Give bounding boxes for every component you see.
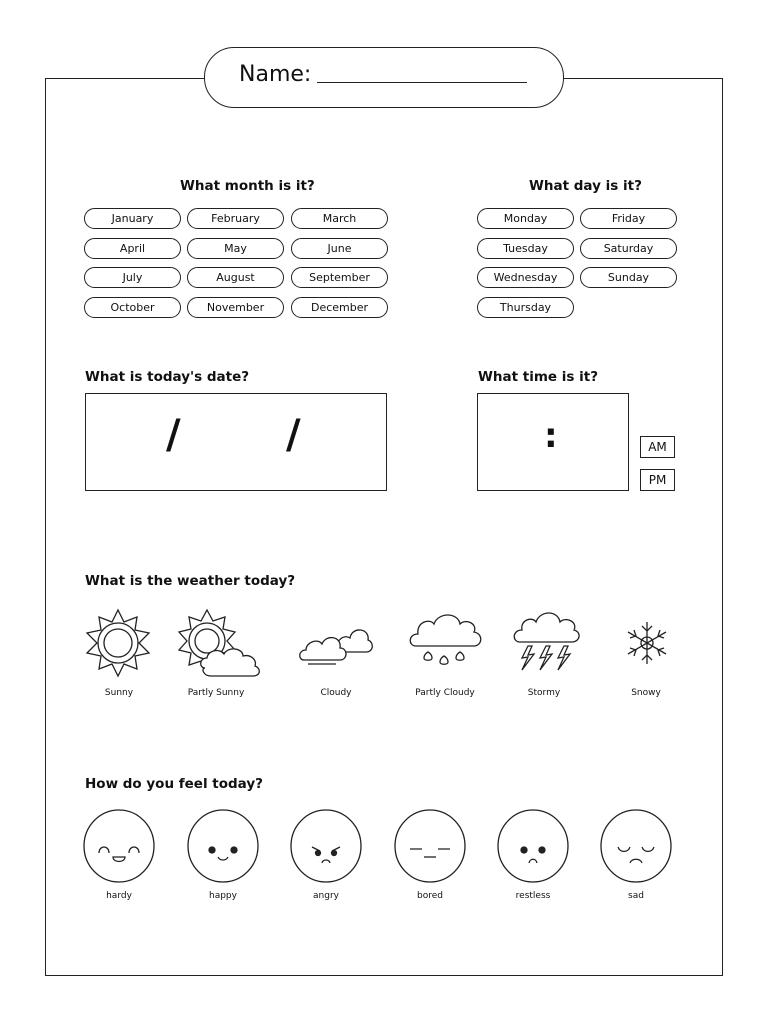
feeling-option-restless[interactable] [497,809,569,883]
feeling-option-sad[interactable] [600,809,672,883]
weather-option-sunny[interactable] [83,608,153,678]
month-option[interactable]: March [291,208,388,229]
day-option[interactable]: Wednesday [477,267,574,288]
date-question: What is today's date? [85,369,250,385]
month-option[interactable]: January [84,208,181,229]
feeling-option-angry[interactable] [290,809,362,883]
month-option[interactable]: June [291,238,388,259]
weather-label: Stormy [527,688,561,698]
day-option[interactable]: Tuesday [477,238,574,259]
month-option[interactable]: May [187,238,284,259]
month-option[interactable]: July [84,267,181,288]
am-option[interactable]: AM [640,436,675,458]
cloudy-icon [298,620,374,670]
sun-icon [83,608,153,678]
name-header [204,47,564,108]
month-option[interactable]: August [187,267,284,288]
weather-option-stormy[interactable] [512,610,580,676]
weather-option-partly-cloudy[interactable] [406,610,484,674]
feeling-label: angry [313,891,339,901]
storm-cloud-icon [512,610,580,676]
month-option[interactable]: February [187,208,284,229]
date-separator: / [166,412,181,458]
feelings-question: How do you feel today? [85,776,263,792]
weather-label: Snowy [631,688,661,698]
feeling-option-hardy[interactable] [83,809,155,883]
pm-option[interactable]: PM [640,469,675,491]
weather-label: Sunny [104,688,134,698]
rain-cloud-icon [406,610,484,674]
feeling-label: hardy [106,891,132,901]
weather-question: What is the weather today? [85,573,296,589]
feeling-label: sad [628,891,644,901]
time-separator: : [544,416,558,456]
weather-label: Cloudy [320,688,352,698]
snowflake-icon [624,620,670,666]
weather-label: Partly Cloudy [415,688,475,698]
month-option[interactable]: November [187,297,284,318]
weather-option-snowy[interactable] [624,620,670,666]
feeling-option-bored[interactable] [394,809,466,883]
sad-face-icon [600,809,672,883]
month-option[interactable]: October [84,297,181,318]
time-box[interactable] [477,393,629,491]
date-box[interactable] [85,393,387,491]
month-question: What month is it? [180,178,315,194]
weather-label: Partly Sunny [187,688,245,698]
weather-option-cloudy[interactable] [298,620,374,670]
happy-face-icon [187,809,259,883]
bored-face-icon [394,809,466,883]
feeling-label: bored [417,891,443,901]
feeling-option-happy[interactable] [187,809,259,883]
month-option[interactable]: September [291,267,388,288]
partly-sunny-icon [175,608,267,678]
feeling-label: happy [209,891,237,901]
month-option[interactable]: December [291,297,388,318]
day-option[interactable]: Monday [477,208,574,229]
day-question: What day is it? [529,178,642,194]
weather-option-partly-sunny[interactable] [175,608,267,678]
day-option[interactable]: Saturday [580,238,677,259]
time-question: What time is it? [478,369,599,385]
restless-face-icon [497,809,569,883]
feeling-label: restless [515,891,551,901]
day-option[interactable]: Thursday [477,297,574,318]
day-option[interactable]: Friday [580,208,677,229]
name-label: Name: [239,62,312,87]
day-option[interactable]: Sunday [580,267,677,288]
name-field-line[interactable] [317,82,527,83]
date-separator: / [286,412,301,458]
angry-face-icon [290,809,362,883]
hardy-face-icon [83,809,155,883]
month-option[interactable]: April [84,238,181,259]
